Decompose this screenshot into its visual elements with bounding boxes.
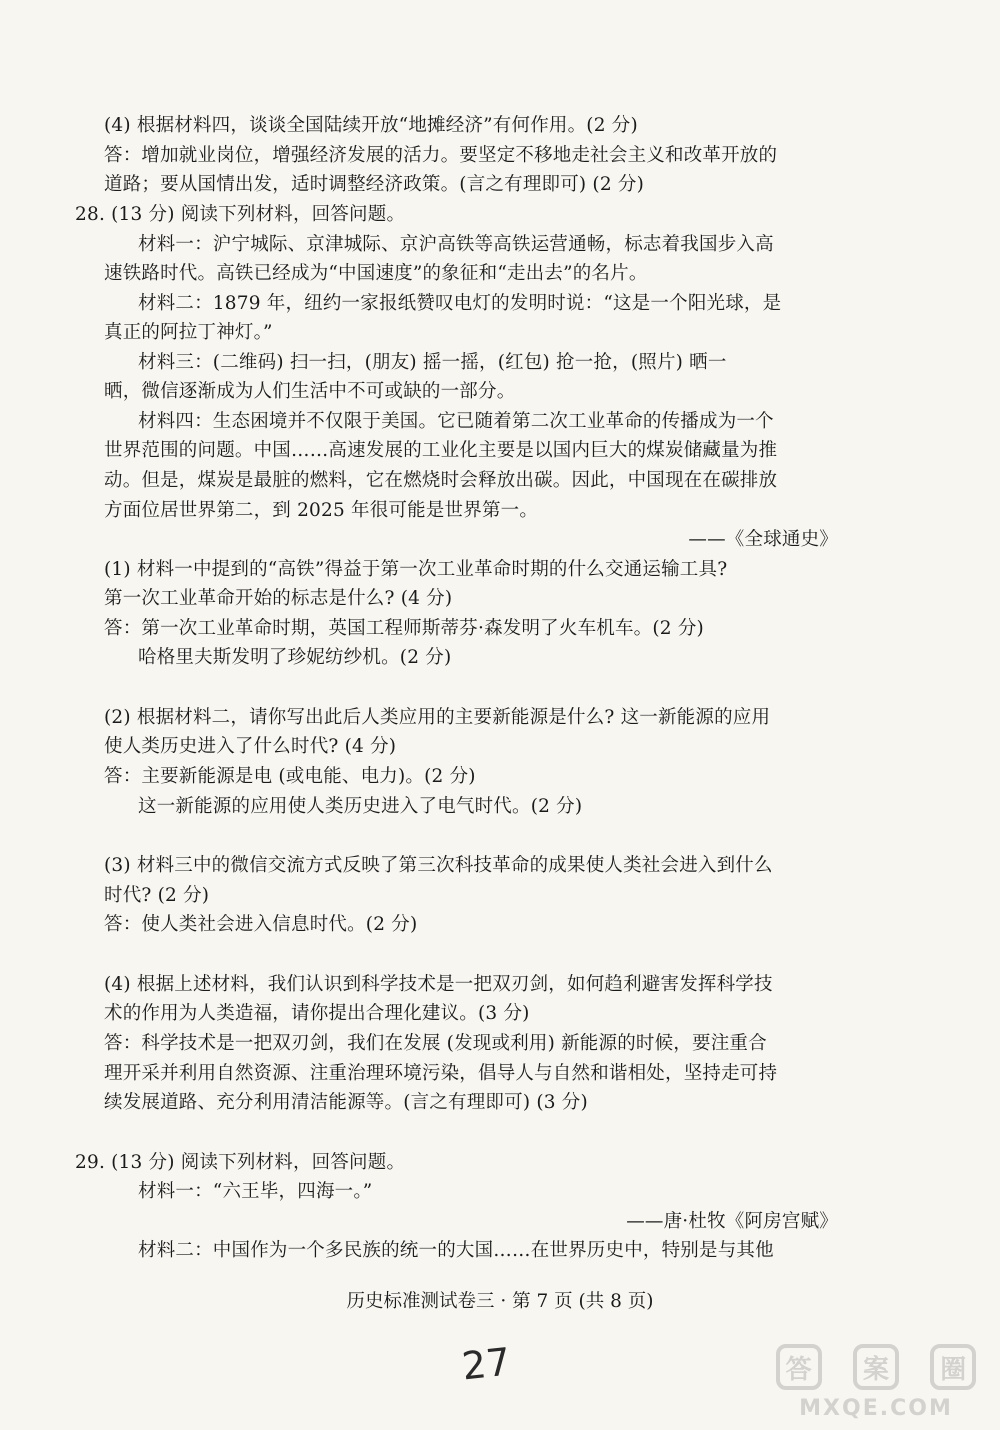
page-footer: 历史标准测试卷三 · 第 7 页 (共 8 页)	[346, 1291, 654, 1312]
watermark-glyph: 答	[776, 1344, 822, 1390]
q28-1-answer-line-2: 哈格里夫斯发明了珍妮纺纱机。(2 分)	[138, 647, 452, 668]
q28-1-prompt-line-1: (1) 材料一中提到的“高铁”得益于第一次工业革命时期的什么交通运输工具?	[104, 559, 728, 580]
material-4-line-2: 世界范围的问题。中国……高速发展的工业化主要是以国内巨大的煤炭储藏量为推	[104, 440, 778, 461]
material-4-line-1: 材料四：生态困境并不仅限于美国。它已随着第二次工业革命的传播成为一个	[138, 411, 774, 432]
material-2-line-1: 材料二：1879 年，纽约一家报纸赞叹电灯的发明时说：“这是一个阳光球，是	[138, 293, 782, 314]
q28-2-prompt-line-2: 使人类历史进入了什么时代? (4 分)	[104, 736, 397, 757]
material-4-line-3: 动。但是，煤炭是最脏的燃料，它在燃烧时会释放出碳。因此，中国现在在碳排放	[104, 470, 778, 491]
q29-material-2-line-1: 材料二：中国作为一个多民族的统一的大国……在世界历史中，特别是与其他	[138, 1240, 774, 1261]
material-4-source: ——《全球通史》	[688, 529, 838, 550]
question-4-prompt: (4) 根据材料四，谈谈全国陆续开放“地摊经济”有何作用。(2 分)	[104, 115, 638, 136]
q28-4-answer-line-2: 理开采并利用自然资源、注重治理环境污染，倡导人与自然和谐相处，坚持走可持	[104, 1063, 778, 1084]
q29-material-1: 材料一：“六王毕，四海一。”	[138, 1181, 373, 1202]
material-1-line-2: 速铁路时代。高铁已经成为“中国速度”的象征和“走出去”的名片。	[104, 263, 648, 284]
q28-3-answer: 答：使人类社会进入信息时代。(2 分)	[104, 914, 418, 935]
q28-3-prompt-line-2: 时代? (2 分)	[104, 885, 210, 906]
watermark-glyph: 案	[853, 1344, 899, 1390]
q28-4-answer-line-3: 续发展道路、充分利用清洁能源等。(言之有理即可) (3 分)	[104, 1092, 588, 1113]
q28-2-prompt-line-1: (2) 根据材料二，请你写出此后人类应用的主要新能源是什么? 这一新能源的应用	[104, 707, 771, 728]
material-3-line-1: 材料三：(二维码) 扫一扫，(朋友) 摇一摇，(红包) 抢一抢，(照片) 晒一	[138, 352, 727, 373]
material-3-line-2: 晒，微信逐渐成为人们生活中不可或缺的一部分。	[104, 381, 516, 402]
q28-1-answer-line-1: 答：第一次工业革命时期，英国工程师斯蒂芬·森发明了火车机车。(2 分)	[104, 618, 704, 639]
q28-2-answer-line-1: 答：主要新能源是电 (或电能、电力)。(2 分)	[104, 766, 476, 787]
material-4-line-4: 方面位居世界第二，到 2025 年很可能是世界第一。	[104, 500, 539, 521]
q28-3-prompt-line-1: (3) 材料三中的微信交流方式反映了第三次科技革命的成果使人类社会进入到什么	[104, 855, 773, 876]
q28-4-prompt-line-2: 术的作用为人类造福，请你提出合理化建议。(3 分)	[104, 1003, 530, 1024]
watermark-site: MXQE.COM	[799, 1396, 953, 1421]
watermark-logo	[760, 1340, 992, 1424]
q28-4-prompt-line-1: (4) 根据上述材料，我们认识到科学技术是一把双刃剑，如何趋利避害发挥科学技	[104, 974, 773, 995]
watermark-glyph: 圈	[930, 1344, 976, 1390]
answer-4-line-2: 道路；要从国情出发，适时调整经济政策。(言之有理即可) (2 分)	[104, 174, 645, 195]
question-28-header: 28. (13 分) 阅读下列材料，回答问题。	[75, 204, 406, 225]
handwritten-page-number: 27	[459, 1339, 513, 1389]
question-29-header: 29. (13 分) 阅读下列材料，回答问题。	[75, 1152, 406, 1173]
q28-4-answer-line-1: 答：科学技术是一把双刃剑，我们在发展 (发现或利用) 新能源的时候，要注重合	[104, 1033, 767, 1054]
q28-1-prompt-line-2: 第一次工业革命开始的标志是什么? (4 分)	[104, 588, 453, 609]
q29-material-1-source: ——唐·杜牧《阿房宫赋》	[626, 1211, 838, 1232]
q28-2-answer-line-2: 这一新能源的应用使人类历史进入了电气时代。(2 分)	[138, 796, 583, 817]
material-1-line-1: 材料一：沪宁城际、京津城际、京沪高铁等高铁运营通畅，标志着我国步入高	[138, 234, 774, 255]
answer-4-line-1: 答：增加就业岗位，增强经济发展的活力。要坚定不移地走社会主义和改革开放的	[104, 145, 778, 166]
material-2-line-2: 真正的阿拉丁神灯。”	[104, 322, 273, 343]
watermark-glyph-row	[760, 1340, 992, 1394]
